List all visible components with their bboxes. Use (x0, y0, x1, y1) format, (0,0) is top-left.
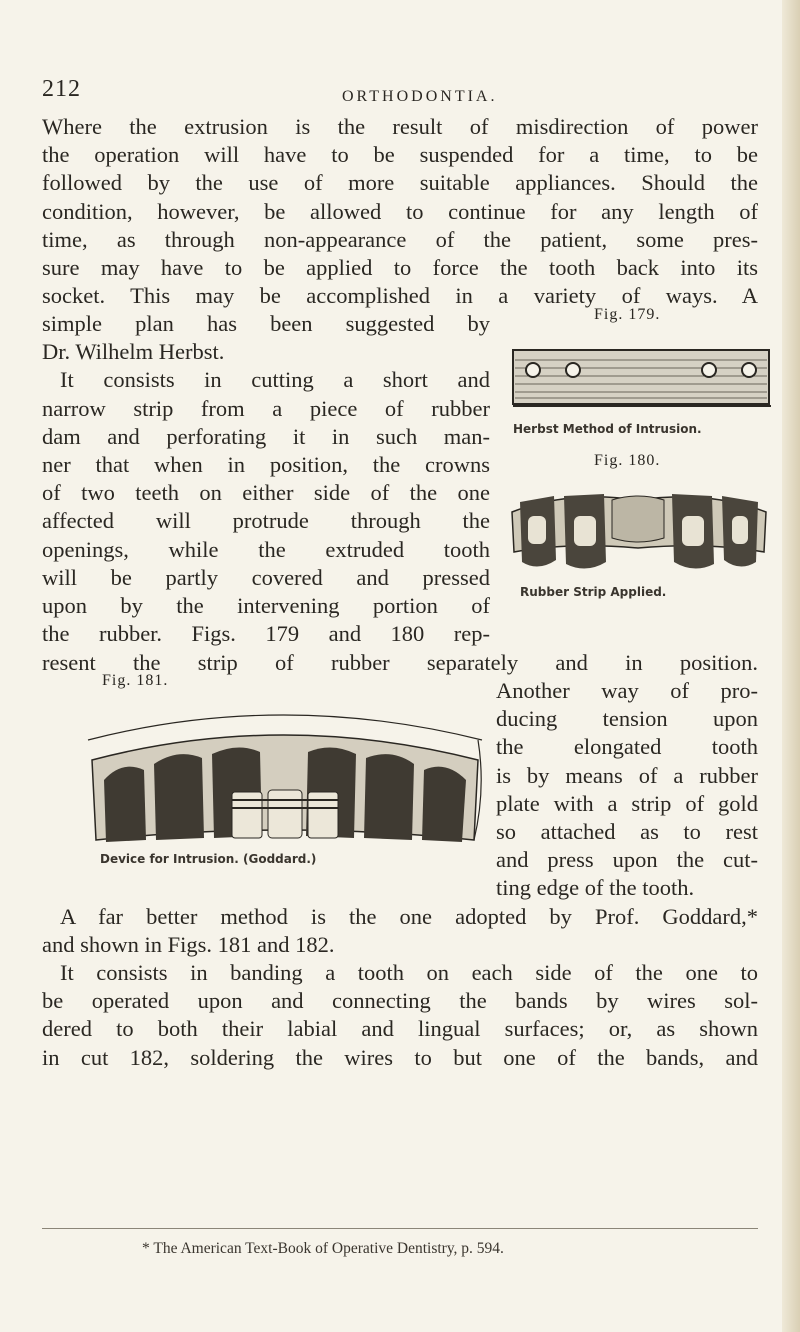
text-line: dam and perforating it in such man- (42, 423, 490, 449)
page-number: 212 (42, 76, 81, 102)
text-line: plate with a strip of gold (496, 790, 758, 816)
text-line: in cut 182, soldering the wires to but one of the bands, and (42, 1044, 758, 1070)
figure-181-goddard-device-illustration (82, 700, 488, 850)
text-line: affected will protrude through the (42, 508, 490, 534)
paragraph-5 (42, 959, 758, 1072)
text-line: socket. This may be accomplished in a variety of ways. A (42, 283, 758, 309)
figure-181-label: Fig. 181. (102, 672, 169, 689)
figure-179-caption: Herbst Method of Intrusion. (513, 422, 702, 436)
text-line: is by means of a rubber (496, 762, 758, 788)
text-line: ner that when in position, the crowns (42, 452, 490, 478)
text-line: followed by the use of more suitable appliances. Should the (42, 170, 758, 196)
text-line: condition, however, be allowed to continue for any length of (42, 198, 758, 224)
text-line: A far better method is the one adopted by Prof. Goddard,* (60, 904, 758, 929)
figure-179-rubber-strip-illustration (509, 340, 774, 418)
figure-179-label: Fig. 179. (594, 306, 661, 323)
text-line: will be partly covered and pressed (42, 564, 490, 590)
text-line: Another way of pro- (496, 678, 758, 703)
page-edge-shadow (782, 0, 800, 1332)
text-line: openings, while the extruded tooth (42, 536, 490, 562)
figure-181-caption: Device for Intrusion. (Goddard.) (100, 852, 317, 866)
text-line: resent the strip of rubber separately and in position. (42, 650, 758, 675)
text-line: simple plan has been suggested by (42, 311, 490, 336)
paragraph-1 (42, 113, 758, 310)
text-line: upon by the intervening portion of (42, 593, 490, 619)
text-line: narrow strip from a piece of rubber (42, 395, 490, 421)
figure-180-caption: Rubber Strip Applied. (520, 585, 667, 599)
text-line: be operated upon and connecting the bands by wires sol- (42, 988, 758, 1014)
text-line: ting edge of the tooth. (496, 875, 695, 901)
paragraph-3-narrow (496, 677, 758, 903)
running-title: ORTHODONTIA. (342, 88, 498, 105)
text-line: It consists in cutting a short and (60, 367, 490, 393)
text-line: sure may have to be applied to force the tooth back into its (42, 255, 758, 281)
text-line: and press upon the cut- (496, 847, 758, 873)
text-line: It consists in banding a tooth on each side of the one to (60, 960, 758, 985)
text-line: so attached as to rest (496, 819, 758, 845)
text-line: time, as through non-appearance of the patient, some pres- (42, 226, 758, 252)
text-line: and shown in Figs. 181 and 182. (42, 932, 335, 958)
figure-180-teeth-illustration (508, 482, 770, 582)
text-line: Where the extrusion is the result of misdirection of power (42, 114, 758, 139)
page-header (42, 76, 742, 110)
paragraph-2-narrow (42, 310, 490, 648)
footnote: * The American Text-Book of Operative Dentistry, p. 594. (142, 1240, 504, 1257)
paragraph-4 (42, 903, 758, 959)
text-line: the operation will have to be suspended for a time, to be (42, 142, 758, 168)
text-line: ducing tension upon (496, 706, 758, 732)
text-line: Dr. Wilhelm Herbst. (42, 339, 225, 365)
figure-180-label: Fig. 180. (594, 452, 661, 469)
footnote-rule (42, 1228, 758, 1229)
text-line: dered to both their labial and lingual surfaces; or, as shown (42, 1016, 758, 1042)
text-line: of two teeth on either side of the one (42, 480, 490, 506)
text-line: the rubber. Figs. 179 and 180 rep- (42, 621, 490, 647)
text-line: the elongated tooth (496, 734, 758, 760)
